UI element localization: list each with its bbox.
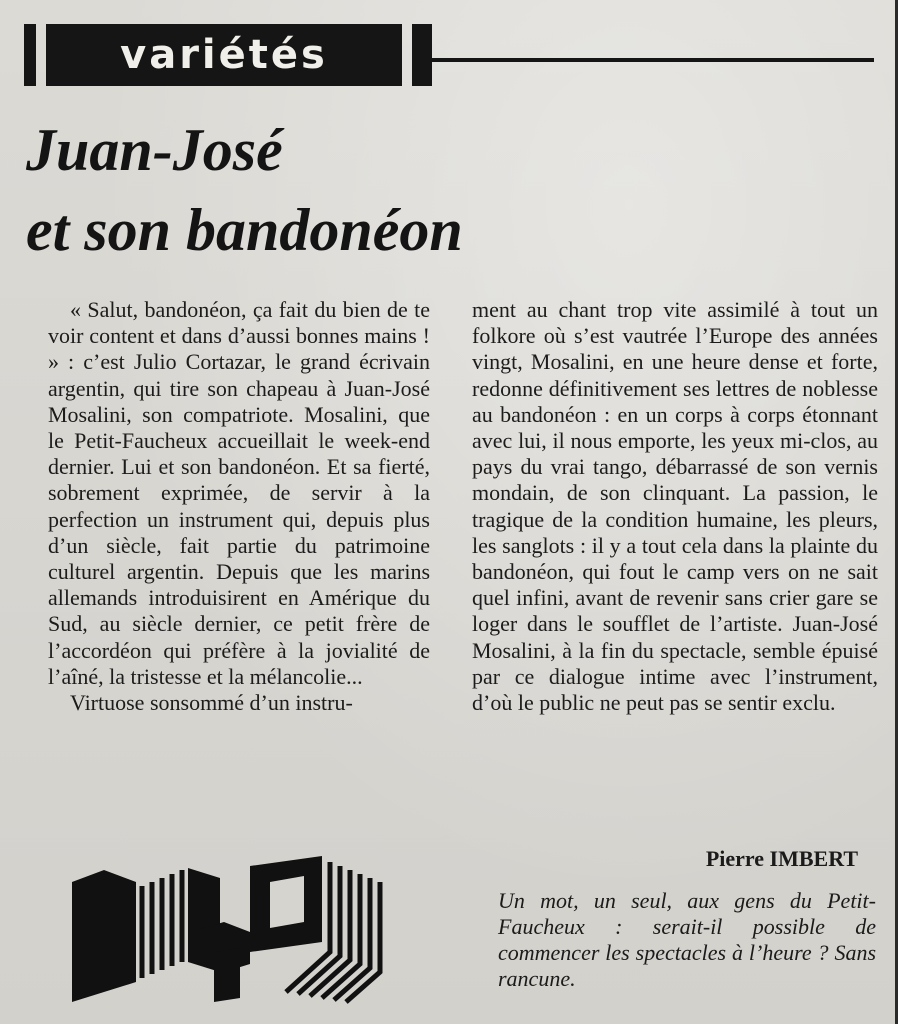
header-bar-left — [24, 24, 36, 86]
article-title — [26, 110, 746, 270]
title-line-1: Juan-José — [26, 117, 283, 183]
paragraph-1: « Salut, bandonéon, ça fait du bien de te voir content et dans d’aussi bonnes mains ! » : c’est Julio Cortazar, le grand écrivain argentin, qui tire son chapeau à Juan-José Mosalini, son compatriote. Mosalini, que le Petit-Faucheux accueillait le week-end dernier. Lui et son bandonéon. Et sa fierté, sobrement exprimée, de servir à la perfection un instrument qui, depuis plus d’un siècle, fait partie du patrimoine culturel argentin. Depuis que les marins allemands introduisirent en Amérique du Sud, au siècle dernier, ce petit frère de l’accordéon qui préfère à la jovialité de l’aîné, la tristesse et la mélancolie... — [48, 297, 430, 689]
header-rule — [432, 58, 874, 62]
petit-faucheux-logo-icon — [64, 852, 394, 1007]
header-bar-mid — [412, 24, 432, 86]
editor-note: Un mot, un seul, aux gens du Petit-Faucheux : serait-il possible de commencer les spectacles à l’heure ? Sans rancune. — [498, 888, 876, 991]
title-line-2: et son bandonéon — [26, 197, 463, 263]
paragraph-3: ment au chant trop vite assimilé à tout un folkore où s’est vautrée l’Europe des années vingt, Mosalini, en une heure dense et forte, redonne définitivement ses lettres de noblesse au bandonéon : en un corps à corps étonnant avec lui, il nous emporte, les yeux mi-clos, au pays du vrai tango, débarrassé de son vernis mondain, de son clinquant. La passion, le tragique de la condition humaine, les pleurs, les sanglots : il y a tout cela dans la plainte du bandonéon, qui fout le camp vers on ne sait quel infini, avant de revenir sans crier gare se loger dans le soufflet de l’artiste. Juan-José Mosalini, à la fin du spectacle, semble épuisé par ce dialogue intime avec l’instrument, d’où le public ne peut pas se sentir exclu. — [472, 297, 878, 716]
article-column-right — [472, 297, 878, 716]
author-byline: Pierre IMBERT — [705, 846, 858, 871]
article-column-left — [48, 297, 430, 716]
paragraph-2: Virtuose sonsommé d’un instru- — [70, 690, 353, 716]
section-label: variétés — [46, 24, 402, 86]
